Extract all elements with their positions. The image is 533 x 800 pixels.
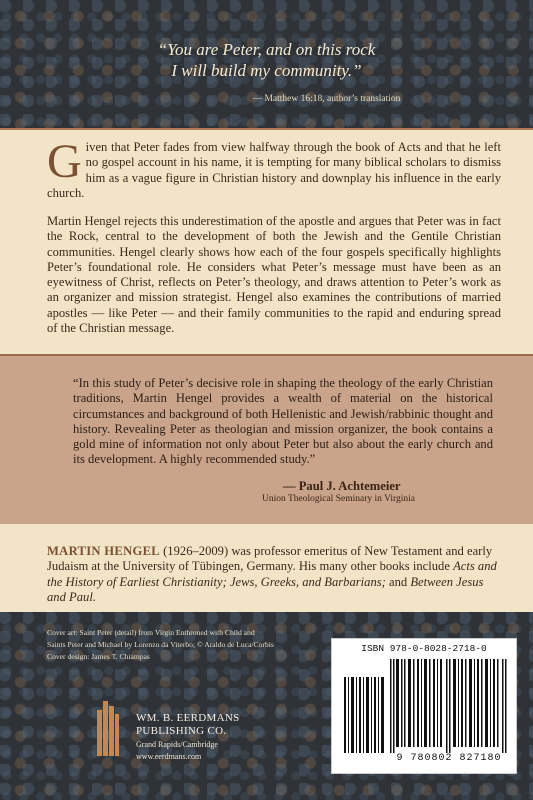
endorser-name: — Paul J. Achtemeier (283, 479, 401, 493)
cover-art-credit-1: Cover art: Saint Peter (detail) from Virgin Enthroned with Child and (47, 628, 255, 637)
publisher-url: www.eerdmans.com (136, 752, 202, 761)
epigraph-line-1: “You are Peter, and on this rock (157, 40, 376, 59)
bio-book-titles-1: Acts and the History of Earliest Christianity; Jews, Greeks, and Barbarians; (47, 559, 497, 589)
description-paragraph-1 (47, 135, 501, 201)
endorsement-quote: “In this study of Peter’s decisive role in shaping the theology of the early Christian traditions, Martin Hengel provides a wealth of material on the historical circumstances and background of both Hellenistic and Jewish/rabbinic thought and history. Revealing Peter as theologian and mission organizer, the book contains a gold mine of information not only about Peter but also about the early church and its development. A highly recommended study.” (73, 376, 493, 467)
barcode-digits: 9 780802 827180 (396, 753, 502, 764)
epigraph-line-2: I will build my community.” (171, 61, 362, 80)
description-paragraph-1-text: iven that Peter fades from view halfway through the book of Acts and that he left no gospel account in his name, it is tempting for many biblical scholars to dismiss him as a vague figure in Christian history and downplay his influence in the early church. (47, 140, 501, 200)
author-name: MARTIN HENGEL (47, 544, 160, 558)
price-barcode (344, 677, 384, 753)
publisher-city: Grand Rapids/Cambridge (136, 740, 218, 749)
description-paragraph-2: Martin Hengel rejects this underestimation of the apostle and argues that Peter was in fact the Rock, central to the development of both the Jewish and the Gentile Christian communities. Hengel clearly shows how each of the four gospels specifically highlights Peter’s foundational role. He considers what Peter’s message must have been as an eyewitness of Christ, reflects on Peter’s theology, and draws attention to Peter’s work as an organizer and mission strategist. Hengel also examines the contributions of married apostles — like Peter — and their family communities to the rapid and enduring spread of the Christian message. (47, 214, 501, 336)
publisher-name-line-1: WM. B. EERDMANS (136, 712, 240, 724)
bio-text-1: (1926–2009) was professor emeritus of New Testament and early Judaism at the University of Tübingen, Germany. His many other books include (47, 544, 493, 574)
bio-text-2: and (385, 574, 411, 589)
publisher-logo-icon (97, 701, 119, 756)
publisher-name-line-2: PUBLISHING CO. (136, 725, 227, 737)
author-bio (47, 544, 501, 605)
isbn-barcode (390, 659, 508, 753)
epigraph-attribution: — Matthew 16:18, author’s translation (252, 94, 401, 104)
bio-book-title-2: Between Jesus and Paul. (47, 574, 484, 604)
endorser-institution: Union Theological Seminary in Virginia (262, 494, 415, 504)
cover-design-credit: Cover design: James T. Chiampas (47, 652, 150, 661)
cover-art-credit-2: Saints Peter and Michael by Lorenzo da Viterbo; © Araldo de Luca/Corbis (47, 640, 274, 649)
isbn-text: ISBN 978-0-8028-2718-0 (361, 643, 487, 654)
barcode-box (331, 638, 517, 774)
drop-cap: G (47, 135, 82, 188)
